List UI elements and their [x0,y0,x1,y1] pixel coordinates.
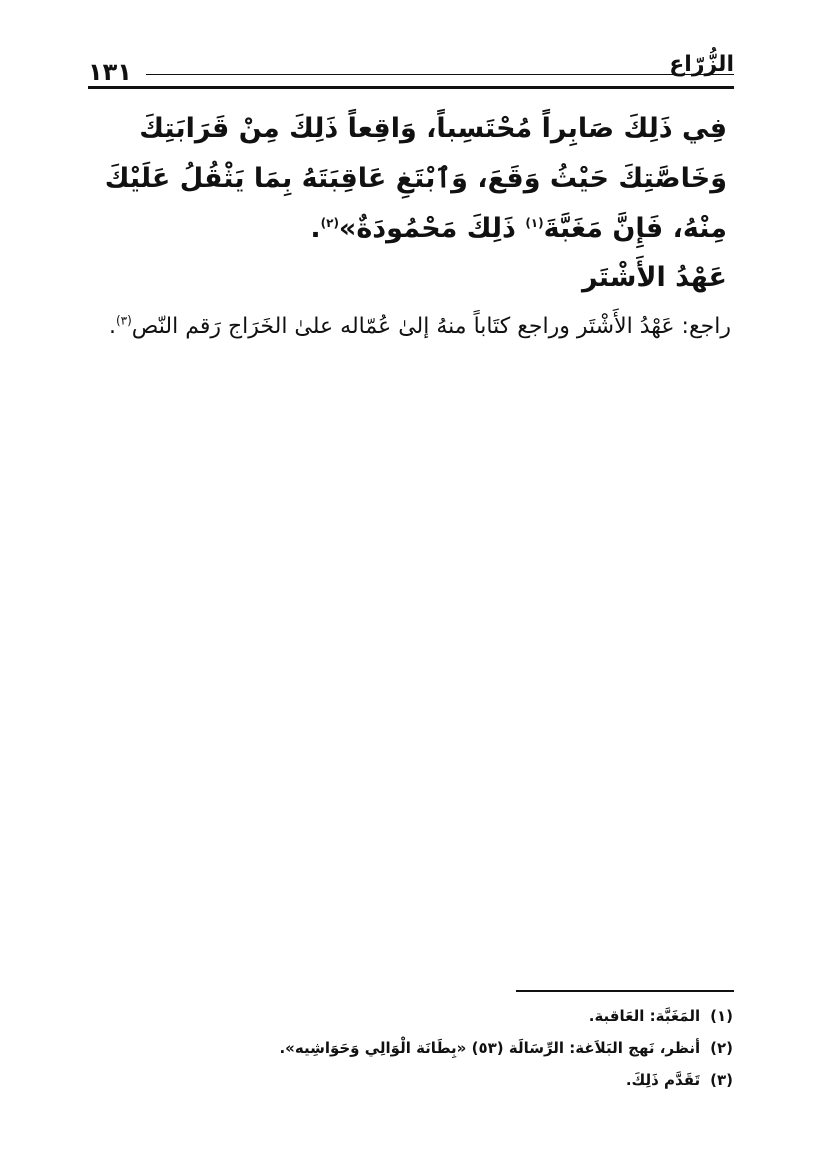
footnote-number: (٢) [710,1039,733,1057]
footnote-ref-2: (٢) [320,216,339,230]
footnote-text: أنظر، نَهج البَلاَغة: الرِّسَالَة (٥٣) «بِطَانَة الْوَالِي وَحَوَاشِيه». [279,1039,701,1057]
body-line-3-rest: ذَلِكَ مَحْمُودَةٌ» [338,213,526,244]
footnote-number: (٣) [710,1071,733,1089]
body-line-3 [167,204,727,254]
footnote-ref-3: (٣) [115,313,132,328]
header-rule-thick [88,86,734,89]
body-line-3-end: . [310,213,321,244]
section-heading: عَهْدُ الأَشْتَر [582,262,727,293]
body-text [104,104,727,254]
footnote-ref-1: (١) [525,216,544,230]
footnote-3 [279,1064,733,1096]
footnote-2 [279,1032,733,1064]
footnotes [279,1000,733,1096]
running-header [88,52,734,92]
page-number: ١٣١ [88,58,132,86]
header-title: الزُّرّاع [669,52,734,77]
footnote-text: المَغَبَّة: العَاقبة. [588,1007,701,1025]
body-line-2: وَخَاصَّتِكَ حَيْثُ وَقَعَ، وَٱبْتَغِ عَاقِبَتَهُ بِمَا يَثْقُلُ عَلَيْكَ [104,163,727,194]
footnote-number: (١) [710,1007,733,1025]
footnote-1 [279,1000,733,1032]
reference-end: . [108,314,116,339]
reference-line [109,314,731,339]
footnote-separator [516,990,734,992]
reference-text: راجع: عَهْدُ الأَشْتَر وراجع كتَاباً منهُ إلىٰ عُمّاله علىٰ الخَرَاج رَقم النّص [131,314,731,339]
footnote-text: تَقَدَّم ذَلِكَ. [625,1071,701,1089]
body-line-1: فِي ذَلِكَ صَابِراً مُحْتَسِباً، وَاقِعاً ذَلِكَ مِنْ قَرَابَتِكَ [139,113,727,144]
header-rule-thin [146,74,734,75]
body-line-3-start: مِنْهُ، فَإِنَّ مَغَبَّةَ [543,213,727,244]
